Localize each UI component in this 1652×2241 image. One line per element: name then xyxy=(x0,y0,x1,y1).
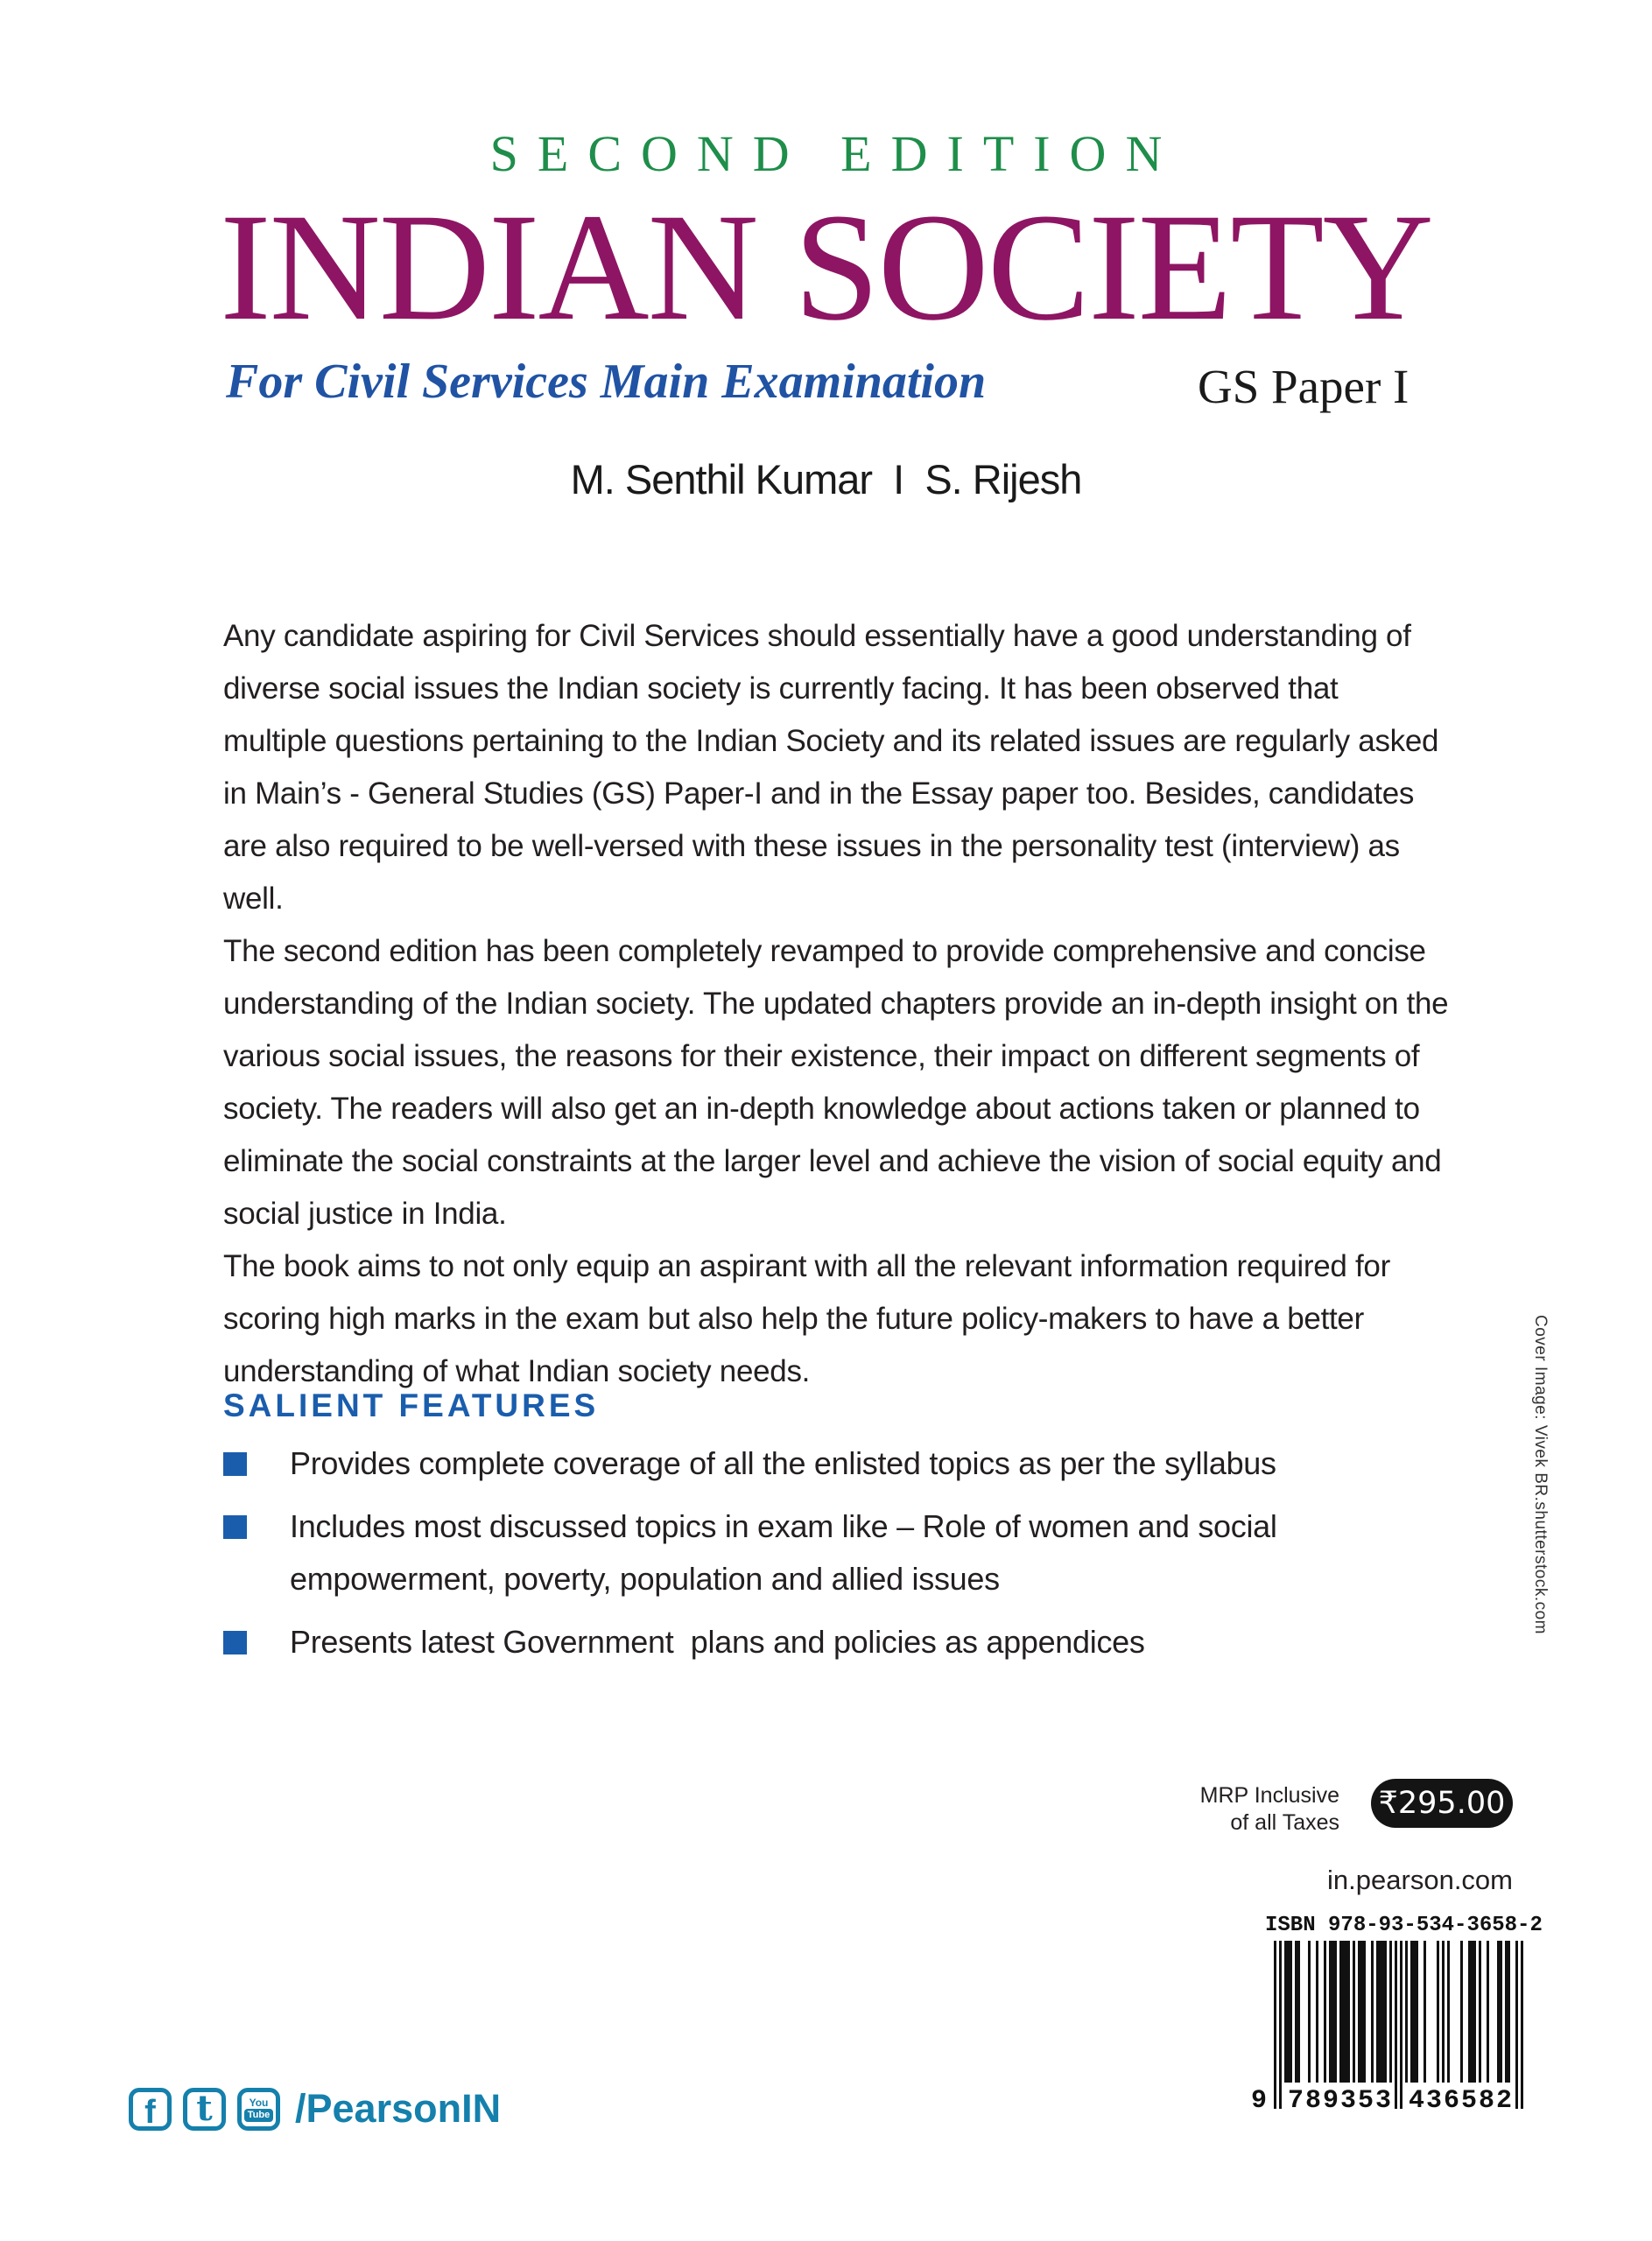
mrp-note-line2: of all Taxes xyxy=(1230,1810,1339,1835)
feature-item xyxy=(223,1616,1449,1668)
mrp-note xyxy=(1156,1782,1339,1837)
feature-item-text: Provides complete coverage of all the enlisted topics as per the syllabus xyxy=(290,1445,1276,1481)
ean13-barcode xyxy=(1274,1941,1523,2109)
square-bullet-icon xyxy=(223,1515,247,1539)
salient-features-list xyxy=(223,1437,1449,1679)
book-subtitle: For Civil Services Main Examination xyxy=(226,355,987,409)
square-bullet-icon xyxy=(223,1452,247,1476)
barcode-block xyxy=(1251,1914,1543,2116)
facebook-icon: f xyxy=(129,2088,172,2131)
mrp-note-line1: MRP Inclusive xyxy=(1199,1783,1339,1808)
description-paragraph-1: Any candidate aspiring for Civil Services should essentially have a good understanding of diverse social issues the Indian society is currently facing. It has been observed that multiple questions pertaining to the Indian Society and its related issues are regularly asked in Main’s - General Studies (GS) Paper-I and in the Essay paper too. Besides, candidates are also required to be well-versed with these issues in the personality test (interview) as well. xyxy=(223,619,1439,916)
cover-image-credit: Cover Image: Vivek BR.shutterstock.com xyxy=(1531,1315,1550,1634)
pearson-website: in.pearson.com xyxy=(1327,1865,1513,1895)
barcode-digits xyxy=(1251,2086,1523,2116)
feature-item xyxy=(223,1500,1449,1605)
barcode-digit-group1: 789353 xyxy=(1287,2086,1394,2116)
social-handle: /PearsonIN xyxy=(295,2086,502,2131)
authors-line: M. Senthil Kumar I S. Rijesh xyxy=(570,456,1082,502)
youtube-icon: You Tube xyxy=(237,2088,280,2131)
price-badge xyxy=(1371,1779,1513,1828)
social-footer xyxy=(129,2086,501,2132)
twitter-icon: t xyxy=(183,2088,226,2131)
barcode-digit-first: 9 xyxy=(1251,2086,1268,2116)
isbn-label: ISBN 978-93-534-3658-2 xyxy=(1265,1914,1543,1937)
price-value: ₹295.00 xyxy=(1378,1786,1506,1821)
salient-features-heading: SALIENT FEATURES xyxy=(223,1387,600,1423)
gs-paper-label: GS Paper I xyxy=(1198,360,1409,413)
description-paragraph-3: The book aims to not only equip an aspirant with all the relevant information required for scoring high marks in the exam but also help the future policy-makers to have a better understanding of what Indian society needs. xyxy=(223,1249,1390,1388)
feature-item-text: Presents latest Government plans and policies as appendices xyxy=(290,1624,1145,1660)
book-title: INDIAN SOCIETY xyxy=(220,182,1432,353)
square-bullet-icon xyxy=(223,1631,247,1654)
feature-item xyxy=(223,1437,1449,1490)
description-paragraph-2: The second edition has been completely revamped to provide comprehensive and concise understanding of the Indian society. The updated chapters provide an in-depth insight on the various social issues, the reasons for their existence, their impact on different segments of society. The readers will also get an in-depth knowledge about actions taken or planned to eliminate the social constraints at the larger level and achieve the vision of social equity and social justice in India. xyxy=(223,934,1449,1231)
edition-label: SECOND EDITION xyxy=(489,125,1182,182)
feature-item-text: Includes most discussed topics in exam like – Role of women and social empowerment, poverty, population and allied issues xyxy=(290,1508,1286,1597)
barcode-digit-group2: 436582 xyxy=(1408,2086,1515,2116)
